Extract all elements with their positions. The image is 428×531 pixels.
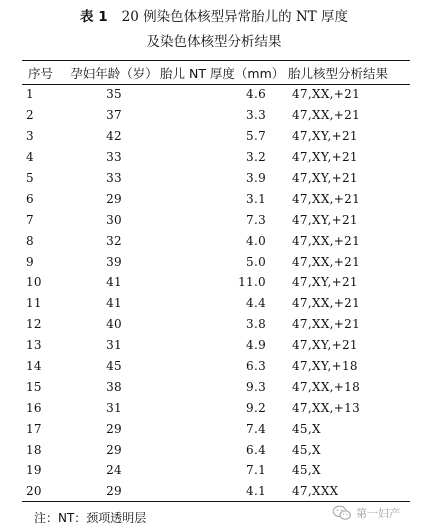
cell-maternal-age: 42: [106, 129, 122, 144]
cell-serial: 12: [26, 317, 42, 332]
cell-karyotype: 47,XY,+21: [292, 212, 358, 227]
cell-maternal-age: 41: [106, 296, 122, 311]
cell-nt-thickness: 3.8: [246, 317, 266, 332]
cell-karyotype: 47,XX,+21: [292, 108, 361, 123]
cell-serial: 7: [26, 212, 34, 227]
cell-maternal-age: 35: [106, 87, 122, 102]
cell-serial: 6: [26, 191, 34, 206]
cell-serial: 4: [26, 150, 34, 165]
table-row: [22, 147, 410, 168]
table-row: [22, 251, 410, 272]
header-karyotype: 胎儿核型分析结果: [288, 66, 389, 81]
cell-serial: 15: [26, 379, 42, 394]
cell-maternal-age: 30: [106, 212, 122, 227]
table-row: [22, 356, 410, 377]
cell-maternal-age: 41: [106, 275, 122, 290]
table-row: [22, 314, 410, 335]
table-footnote: 注：NT：颈项透明层: [34, 511, 147, 525]
table-caption-line2: 及染色体核型分析结果: [146, 34, 282, 50]
cell-serial: 11: [26, 296, 42, 311]
table-row: [22, 209, 410, 230]
wechat-icon: [332, 505, 352, 521]
cell-nt-thickness: 4.9: [246, 338, 266, 353]
table-title: 20 例染色体核型异常胎儿的 NT 厚度: [121, 9, 348, 25]
table-row: [22, 84, 410, 105]
header-serial: 序号: [28, 66, 54, 81]
cell-nt-thickness: 9.2: [246, 400, 266, 415]
table-row: [22, 481, 410, 502]
table-row: [22, 439, 410, 460]
cell-maternal-age: 33: [106, 171, 122, 185]
cell-nt-thickness: 9.3: [246, 379, 266, 394]
cell-karyotype: 47,XY,+21: [292, 150, 358, 165]
cell-karyotype: 47,XY,+21: [292, 171, 358, 185]
cell-maternal-age: 40: [106, 317, 122, 332]
header-maternal-age: 孕妇年龄（岁）: [70, 66, 158, 81]
watermark-text: 第一妇产: [356, 507, 400, 520]
cell-nt-thickness: 3.3: [246, 108, 266, 123]
cell-karyotype: 47,XXX: [292, 484, 339, 499]
table-header-row: [22, 62, 410, 84]
cell-serial: 18: [26, 442, 42, 457]
cell-karyotype: 47,XY,+21: [292, 338, 358, 353]
table-row: [22, 230, 410, 251]
cell-maternal-age: 24: [106, 463, 122, 478]
cell-nt-thickness: 3.1: [246, 191, 266, 206]
cell-nt-thickness: 4.1: [246, 484, 266, 499]
cell-karyotype: 47,XX,+21: [292, 191, 361, 206]
table-row: [22, 272, 410, 293]
cell-karyotype: 47,XY,+21: [292, 129, 358, 144]
cell-karyotype: 47,XY,+18: [292, 359, 358, 374]
table-row: [22, 188, 410, 209]
cell-nt-thickness: 5.7: [246, 129, 266, 144]
cell-maternal-age: 39: [106, 254, 122, 269]
cell-serial: 5: [26, 171, 34, 185]
cell-maternal-age: 45: [106, 359, 122, 374]
table-row: [22, 168, 410, 189]
cell-serial: 17: [26, 421, 42, 436]
cell-karyotype: 47,XX,+21: [292, 87, 361, 102]
cell-maternal-age: 33: [106, 150, 122, 165]
table-number: 表 1: [80, 9, 108, 25]
cell-serial: 16: [26, 400, 42, 415]
cell-maternal-age: 29: [106, 421, 122, 436]
cell-nt-thickness: 6.3: [246, 359, 266, 374]
cell-karyotype: 45,X: [292, 463, 321, 478]
cell-karyotype: 47,XX,+21: [292, 317, 361, 332]
table-row: [22, 105, 410, 126]
header-nt-thickness: 胎儿 NT 厚度（mm）: [160, 66, 285, 81]
cell-nt-thickness: 6.4: [246, 442, 266, 457]
cell-serial: 3: [26, 129, 34, 144]
cell-nt-thickness: 4.0: [246, 233, 266, 248]
cell-maternal-age: 32: [106, 233, 122, 248]
cell-nt-thickness: 7.3: [246, 212, 266, 227]
cell-maternal-age: 37: [106, 108, 122, 123]
cell-karyotype: 45,X: [292, 421, 321, 436]
cell-serial: 1: [26, 87, 34, 102]
table-caption-line1: [0, 7, 428, 27]
karyotype-table: [22, 62, 410, 502]
cell-karyotype: 47,XX,+18: [292, 379, 361, 394]
cell-nt-thickness: 3.9: [246, 171, 266, 185]
cell-karyotype: 47,XX,+21: [292, 296, 361, 311]
table-row: [22, 397, 410, 418]
cell-nt-thickness: 7.1: [246, 463, 266, 478]
table-row: [22, 460, 410, 481]
cell-maternal-age: 31: [106, 338, 122, 353]
cell-serial: 20: [26, 484, 42, 499]
cell-serial: 14: [26, 359, 42, 374]
cell-maternal-age: 29: [106, 191, 122, 206]
cell-karyotype: 45,X: [292, 442, 321, 457]
cell-karyotype: 47,XX,+21: [292, 254, 361, 269]
cell-nt-thickness: 5.0: [246, 254, 266, 269]
cell-nt-thickness: 11.0: [238, 275, 266, 290]
cell-serial: 13: [26, 338, 42, 353]
table-row: [22, 418, 410, 439]
table-row: [22, 293, 410, 314]
cell-nt-thickness: 4.4: [246, 296, 266, 311]
cell-maternal-age: 29: [106, 484, 122, 499]
table-row: [22, 126, 410, 147]
cell-serial: 10: [26, 275, 42, 290]
table-row: [22, 335, 410, 356]
table-top-rule: [22, 60, 410, 61]
cell-nt-thickness: 7.4: [246, 421, 266, 436]
cell-serial: 19: [26, 463, 42, 478]
cell-karyotype: 47,XX,+13: [292, 400, 361, 415]
cell-nt-thickness: 3.2: [246, 150, 266, 165]
cell-serial: 2: [26, 108, 34, 123]
cell-maternal-age: 38: [106, 379, 122, 394]
cell-karyotype: 47,XX,+21: [292, 233, 361, 248]
cell-maternal-age: 29: [106, 442, 122, 457]
table-row: [22, 376, 410, 397]
cell-serial: 8: [26, 233, 34, 248]
cell-karyotype: 47,XY,+21: [292, 275, 358, 290]
watermark: [332, 505, 400, 521]
cell-nt-thickness: 4.6: [246, 87, 266, 102]
cell-maternal-age: 31: [106, 400, 122, 415]
cell-serial: 9: [26, 254, 34, 269]
